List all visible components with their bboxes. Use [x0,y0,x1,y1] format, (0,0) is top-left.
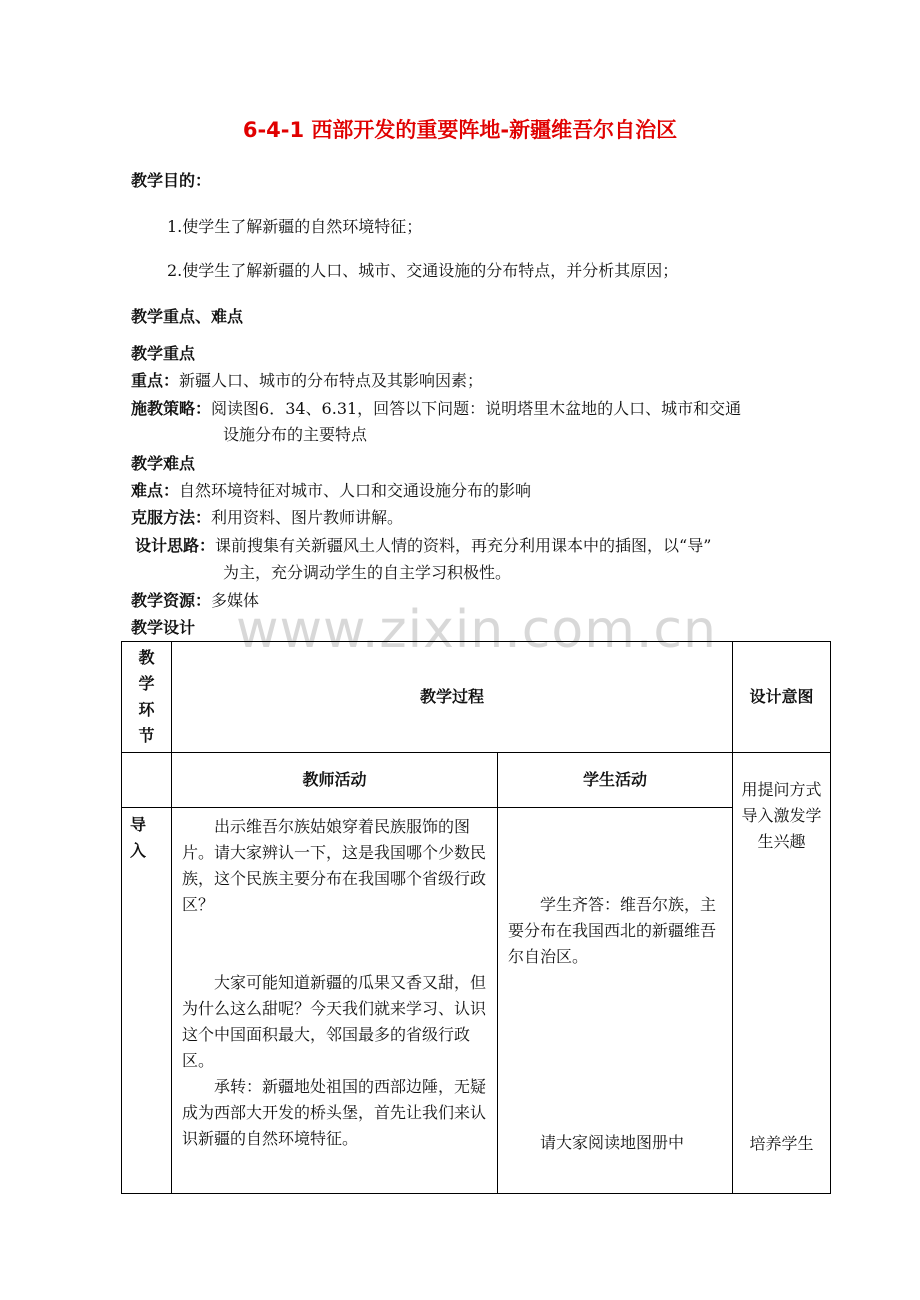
difficulty-method [131,505,403,531]
empty-cell [122,753,172,808]
student-paragraph-2: 请大家阅读地图册中 [540,1133,685,1152]
intent-text-2: 培养学生 [749,1134,814,1153]
student-activity-cell [498,808,733,1194]
difficulty-design-line2: 为主，充分调动学生的自主学习积极性。 [223,563,512,582]
intent-header: 设计意图 [733,642,831,753]
teacher-activity-cell [172,808,498,1194]
objectives-heading: 教学目的： [131,171,212,190]
difficulty-design [135,533,711,559]
key-point-text: 新疆人口、城市的分布特点及其影响因素； [179,371,484,390]
key-strategy-label: 施教策略： [131,399,212,418]
intent-cell [733,753,831,1194]
difficulty-point-label: 难点： [131,481,180,500]
student-activity-header: 学生活动 [498,753,733,808]
key-point [131,368,483,394]
key-strategy-line1: 阅读图6．34、6.31，回答以下问题：说明塔里木盆地的人口、城市和交通 [211,399,742,418]
page-title: 6-4-1 西部开发的重要阵地-新疆维吾尔自治区 [242,118,678,142]
difficulty-method-label: 克服方法： [131,508,212,527]
lesson-design-table [121,641,831,1194]
teacher-paragraph-2: 大家可能知道新疆的瓜果又香又甜，但为什么这么甜呢？今天我们就来学习、认识这个中国面积最大，邻国最多的省级行政区。 [182,973,487,1070]
key-strategy-line2: 设施分布的主要特点 [223,425,368,444]
key-heading: 教学重点 [131,344,196,363]
objective-item-1: 1.使学生了解新疆的自然环境特征； [167,217,423,236]
intent-text-1: 用提问方式导入激发学生兴趣 [741,780,822,851]
table-header-row [122,642,831,753]
difficulty-design-line1: 课前搜集有关新疆风土人情的资料，再充分利用课本中的插图，以“导” [215,536,712,555]
difficulty-design-label: 设计思路： [135,536,216,555]
watermark: www.zixin.com.cn [236,600,717,660]
difficulty-resource-text: 多媒体 [211,591,260,610]
design-heading: 教学设计 [131,618,196,637]
stage-label-intro: 导 入 [122,808,172,1194]
difficulty-point-text: 自然环境特征对城市、人口和交通设施分布的影响 [179,481,532,500]
table-row-intro [122,808,831,1194]
difficulty-heading: 教学难点 [131,454,196,473]
key-difficult-heading: 教学重点、难点 [131,307,244,326]
stage-column-header: 教 学 环 节 [122,642,172,753]
teacher-activity-header: 教师活动 [172,753,498,808]
student-paragraph-1: 学生齐答：维吾尔族，主要分布在我国西北的新疆维吾尔自治区。 [508,895,717,966]
difficulty-method-text: 利用资料、图片教师讲解。 [211,508,404,527]
objective-item-2: 2.使学生了解新疆的人口、城市、交通设施的分布特点，并分析其原因； [167,261,679,280]
difficulty-resource-label: 教学资源： [131,591,212,610]
key-strategy [131,396,741,422]
teacher-paragraph-1: 出示维吾尔族姑娘穿着民族服饰的图片。请大家辨认一下，这是我国哪个少数民族，这个民族主要分布在我国哪个省级行政区？ [182,817,487,914]
difficulty-point [131,478,531,504]
table-subheader-row [122,753,831,808]
teacher-paragraph-3: 承转：新疆地处祖国的西部边陲，无疑成为西部大开发的桥头堡，首先让我们来认识新疆的自然环境特征。 [182,1077,487,1148]
key-point-label: 重点： [131,371,180,390]
process-header: 教学过程 [172,642,733,753]
